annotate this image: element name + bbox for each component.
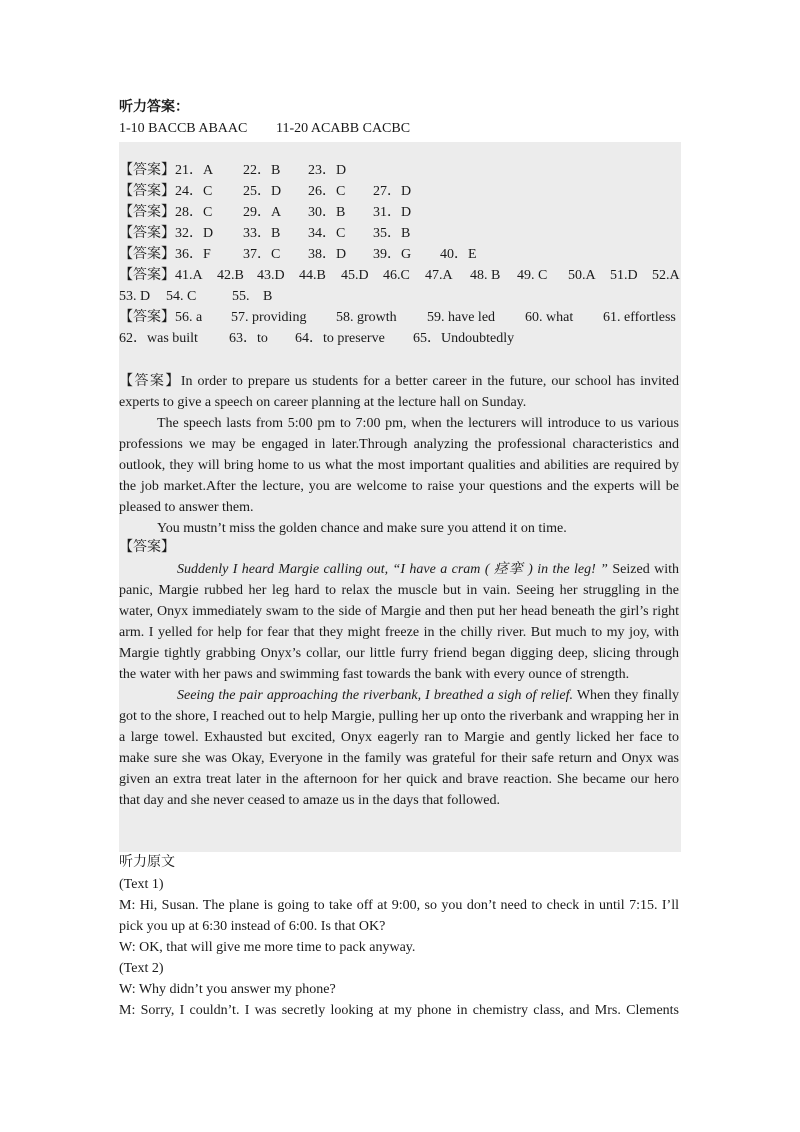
essay-text: In order to prepare us students for a better career in the future, our school has invited experts to give a speech on career planning at the lecture hall on Sunday. xyxy=(119,374,679,410)
listening-answers-title: 听力答案： xyxy=(119,100,189,115)
answer-item: 28．C xyxy=(175,205,213,220)
answer-item: 62．was built xyxy=(119,331,198,346)
answer-tag: 【答案】 xyxy=(119,184,175,199)
answer-tag: 【答案】 xyxy=(119,226,175,241)
story-text: Seized with panic, Margie rubbed her leg hard to relax the muscle but in vain. Seeing her struggling in the water, Onyx immediately swam to the side of Margie and then put her head beneath the girl’s right arm. I yelled for help for fear that they might freeze in the chilly river. But much to my joy, with Margie tightly grabbing Onyx’s collar, our little furry friend began digging deep, slicing through the water with her paws and swimming fast towards the bank with every ounce of strength. xyxy=(119,562,679,682)
answer-item: 42.B xyxy=(217,268,244,283)
answer-item: 60. what xyxy=(525,310,574,325)
answer-item: 52.A xyxy=(652,268,680,283)
answer-item: 59. have led xyxy=(427,310,496,325)
answer-item: 55. xyxy=(232,289,250,304)
answer-item: 34．C xyxy=(308,226,346,241)
answer-item: 35．B xyxy=(373,226,411,241)
transcript-line: M: Hi, Susan. The plane is going to take off at 9:00, so you don’t need to check in until 7:15. I’ll pick you up at 6:30 instead of 6:00. Is that OK? xyxy=(119,898,679,934)
answer-item: 29．A xyxy=(243,205,282,220)
answer-item: 61. effortless xyxy=(603,310,676,325)
answer-item: 33．B xyxy=(243,226,281,241)
answer-item: 53. D xyxy=(119,289,151,304)
answer-item: 24．C xyxy=(175,184,213,199)
answer-item: 37．C xyxy=(243,247,281,262)
answer-item: 25．D xyxy=(243,184,282,199)
answer-item: 40．E xyxy=(440,247,477,262)
answer-tag: 【答案】 xyxy=(119,374,181,389)
answer-item: 23．D xyxy=(308,163,347,178)
answer-item: 65．Undoubtedly xyxy=(413,331,515,346)
answer-item: B xyxy=(263,289,273,304)
answer-item: 48. B xyxy=(470,268,501,283)
essay-paragraph-2: The speech lasts from 5:00 pm to 7:00 pm, when the lecturers will introduce to us various professions we may be engaged in later.Through analyzing the professional characteristics and outlook, they will bring home to us what the most important qualities and abilities are required by the job market.After the lecture, you are welcome to raise your questions and the experts will be pleased to answer them. xyxy=(119,416,679,515)
answer-tag: 【答案】 xyxy=(119,268,175,283)
answer-item: 54. C xyxy=(166,289,197,304)
answer-item: 47.A xyxy=(425,268,453,283)
essay-answer xyxy=(119,371,679,539)
answer-item: 32．D xyxy=(175,226,214,241)
answer-item: 57. providing xyxy=(231,310,307,325)
transcript-line: (Text 1) xyxy=(119,877,164,892)
transcript-line: M: Sorry, I couldn’t. I was secretly looking at my phone in chemistry class, and Mrs. Clements xyxy=(119,1003,679,1018)
answer-tag: 【答案】 xyxy=(119,163,175,178)
answer-item: 45.D xyxy=(341,268,369,283)
story-opening-sentence: Suddenly I heard Margie calling out, “I have a cram ( 痉挛 ) in the leg! ” xyxy=(177,562,608,577)
answer-item: 22．B xyxy=(243,163,281,178)
answer-item: 63．to xyxy=(229,331,268,346)
answer-item: 41.A xyxy=(175,268,203,283)
answer-item: 43.D xyxy=(257,268,285,283)
story-paragraph-2 xyxy=(119,685,679,811)
story-opening-sentence: Seeing the pair approaching the riverbank, I breathed a sigh of relief. xyxy=(177,688,574,703)
answer-item: 21．A xyxy=(175,163,214,178)
answer-item: 27．D xyxy=(373,184,412,199)
transcript-line: W: Why didn’t you answer my phone? xyxy=(119,982,336,997)
answer-item: 31．D xyxy=(373,205,412,220)
transcript-body xyxy=(119,874,679,1021)
answer-item: 46.C xyxy=(383,268,410,283)
story-paragraph-1 xyxy=(119,559,679,685)
answer-tag: 【答案】 xyxy=(119,310,175,325)
listening-answers-1-10: 1-10 BACCB ABAAC xyxy=(119,121,248,136)
listening-answers-11-20: 11-20 ACABB CACBC xyxy=(276,121,411,136)
answer-item: 49. C xyxy=(517,268,548,283)
essay-paragraph-1 xyxy=(119,371,679,413)
answer-item: 50.A xyxy=(568,268,596,283)
transcript-title: 听力原文 xyxy=(119,855,175,870)
answer-item: 64．to preserve xyxy=(295,331,385,346)
answer-item: 26．C xyxy=(308,184,346,199)
answer-item: 36．F xyxy=(175,247,211,262)
answer-tag: 【答案】 xyxy=(119,205,175,220)
answer-item: 39．G xyxy=(373,247,412,262)
transcript-line: W: OK, that will give me more time to pack anyway. xyxy=(119,940,416,955)
answer-tag: 【答案】 xyxy=(119,247,175,262)
essay-paragraph-3: You mustn’t miss the golden chance and make sure you attend it on time. xyxy=(157,521,567,536)
answer-item: 44.B xyxy=(299,268,326,283)
story-answer xyxy=(119,559,679,811)
answer-item: 56. a xyxy=(175,310,203,325)
story-text: When they finally got to the shore, I reached out to help Margie, pulling her up onto the riverbank and wrapping her in a large towel. Exhausted but excited, Onyx eagerly ran to Margie and gently licked her face to make sure she was Okay, Everyone in the family was grateful for their safe return and Onyx was given an extra treat later in the afternoon for her quick and brave reaction. She became our hero that day and she never ceased to amaze us in the days that followed. xyxy=(119,688,680,808)
story-answer-tag: 【答案】 xyxy=(119,540,175,555)
answer-item: 51.D xyxy=(610,268,638,283)
transcript-line: (Text 2) xyxy=(119,961,164,976)
answer-item: 38．D xyxy=(308,247,347,262)
answer-item: 30．B xyxy=(308,205,346,220)
answer-item: 58. growth xyxy=(336,310,397,325)
